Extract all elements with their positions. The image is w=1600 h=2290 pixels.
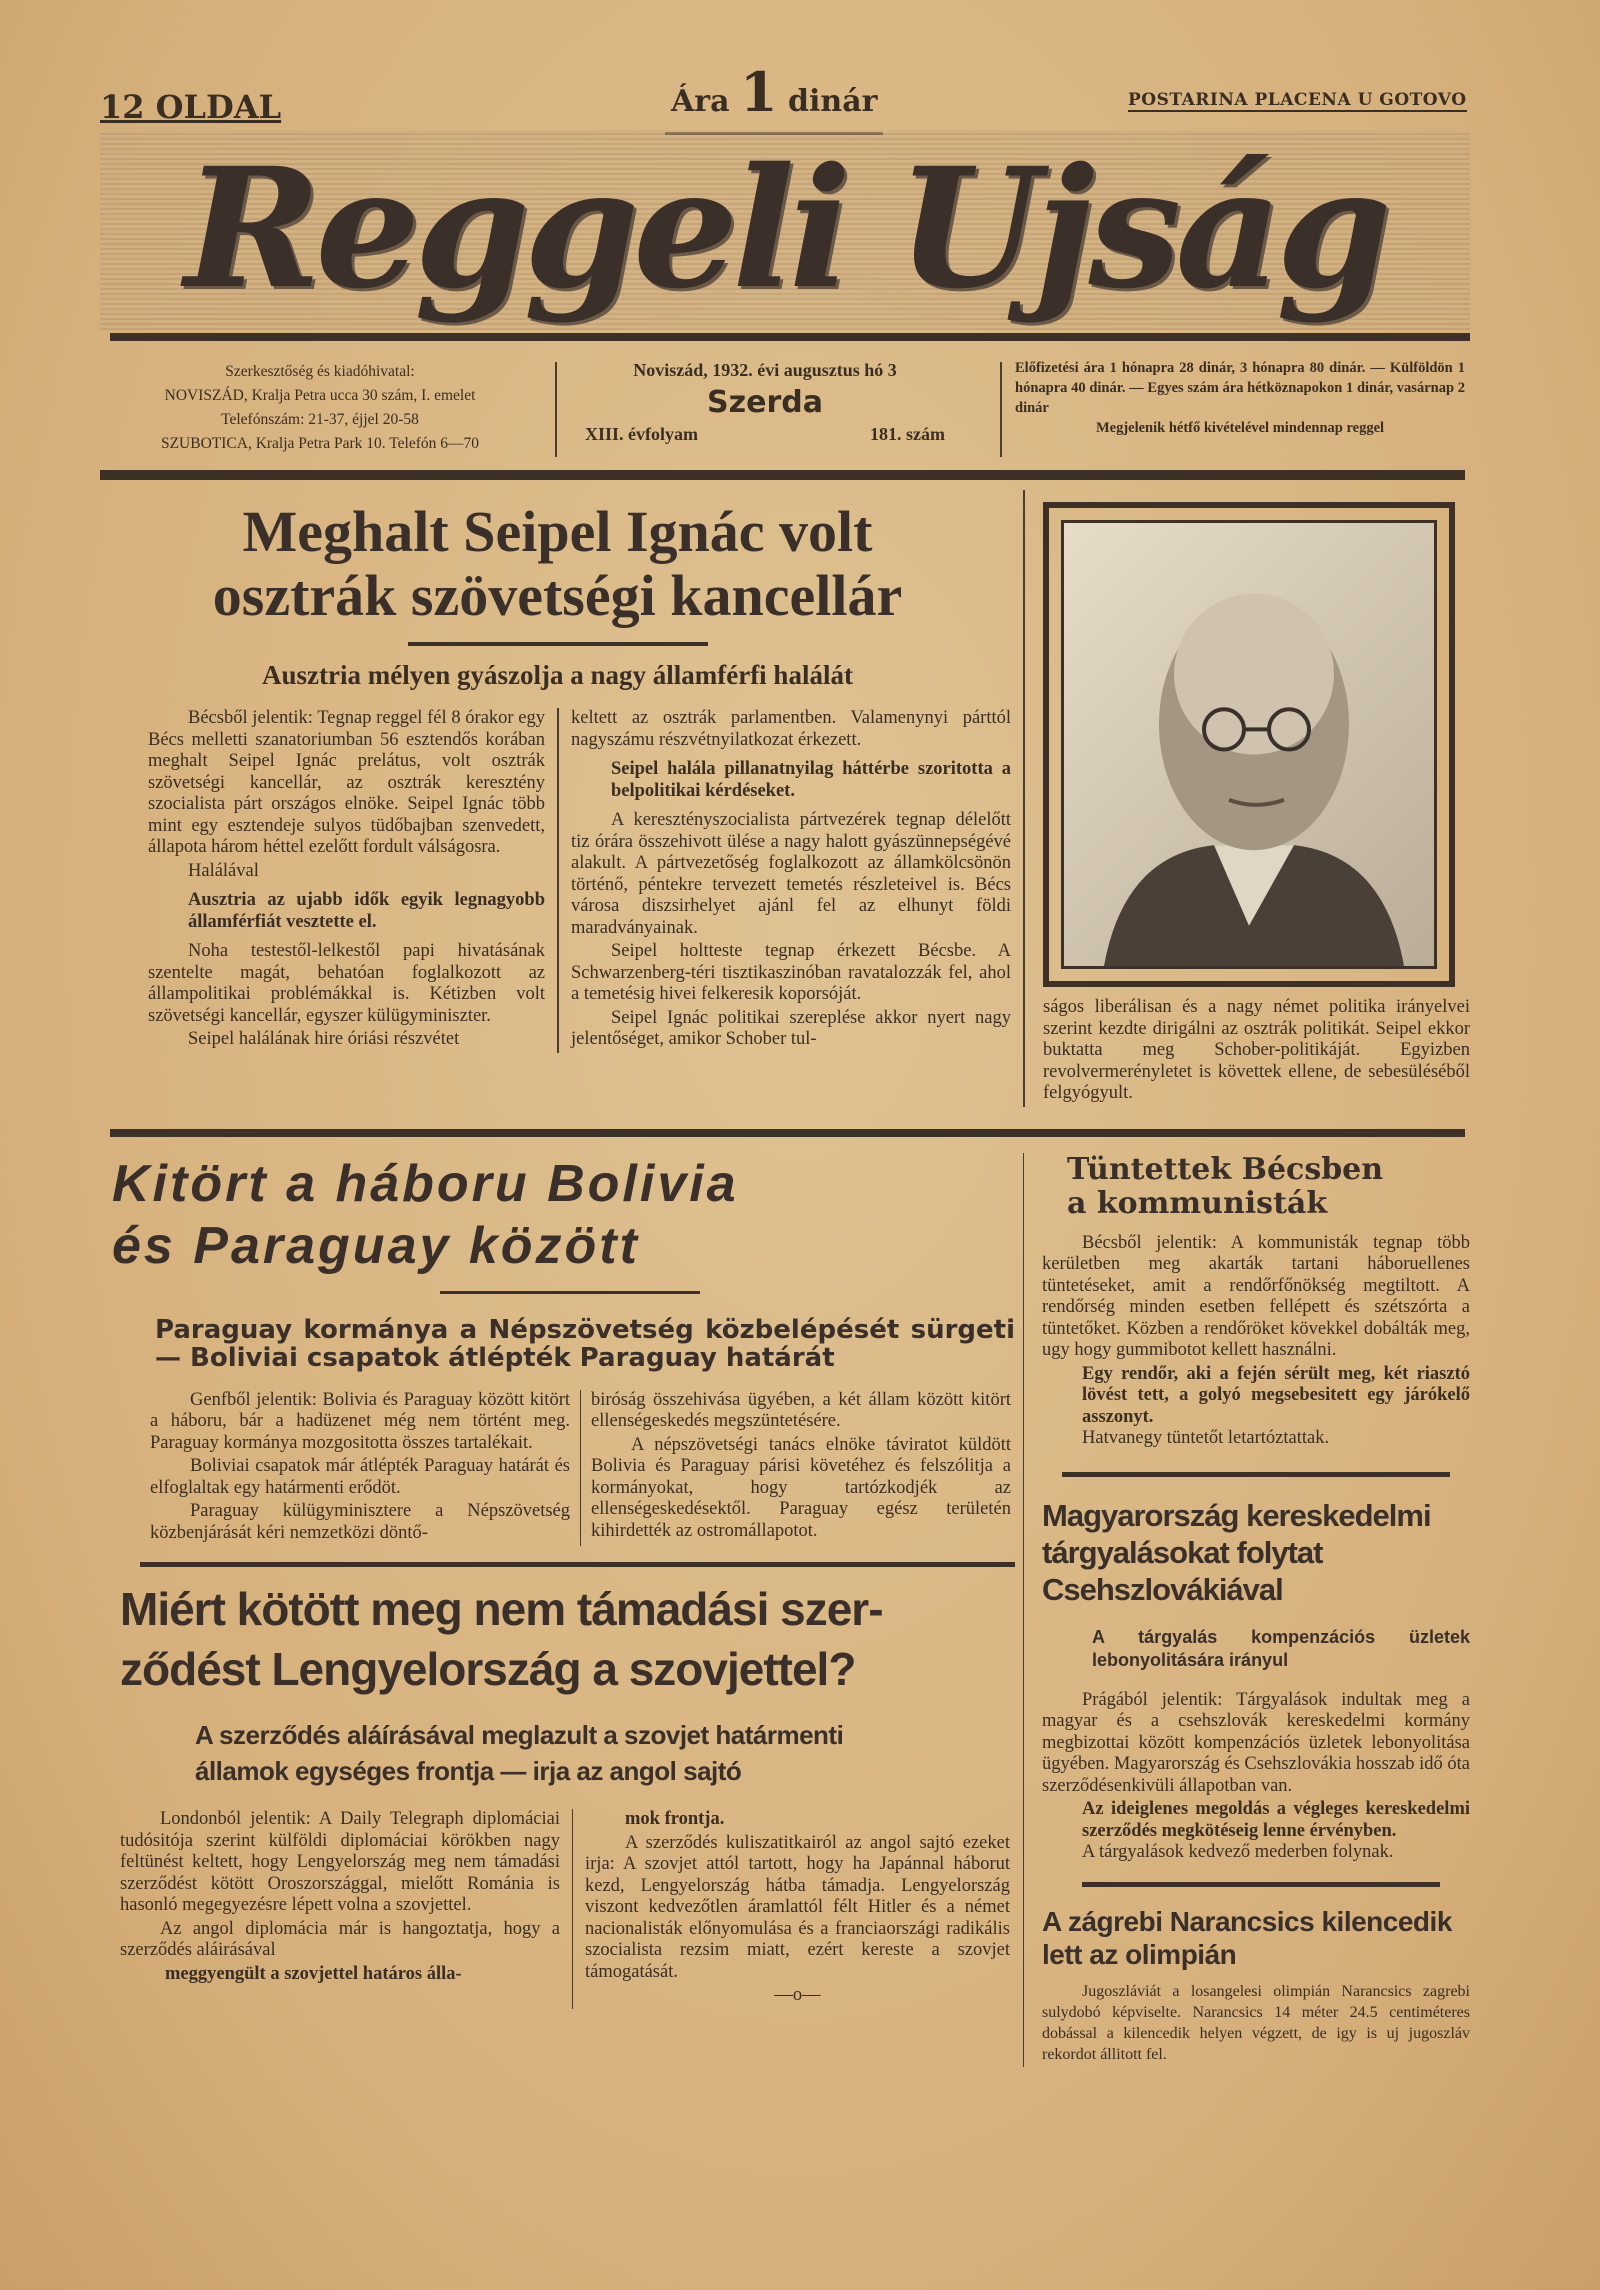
headline-line: és Paraguay között [112,1216,640,1275]
paragraph: mok frontja. [625,1809,725,1829]
bolivia-headline [100,1153,1015,1277]
paragraph: A tárgyalások kedvező mederben folynak. [1082,1842,1394,1862]
vienna-body [1042,1233,1470,1450]
olympics-body [1042,1981,1470,2065]
subscription-prices: Előfizetési ára 1 hónapra 28 dinár, 3 hónapra 80 dinár. — Külföldön 1 hónapra 40 dinár. — Egyes szám ára hétköznapokon 1 dinár, vasárnap 2 dinár [1015,360,1465,416]
paragraph: Boliviai csapatok már átlépték Paraguay határát és elfoglaltak egy határmenti erődöt. [150,1456,570,1498]
postage-note: POSTARINA PLACENA U GOTOVO [1128,90,1467,110]
price-unit: dinár [788,84,878,119]
headline-line: Tüntettek Bécsben [1067,1151,1384,1187]
price-number: 1 [739,60,778,124]
paragraph-bold: Ausztria az ujabb idők egyik legnagyobb államférfiát vesztette el. [188,890,545,932]
paragraph: meggyengült a szovjettel határos álla- [165,1963,462,1984]
paragraph: Seipel holtteste tegnap érkezett Bécsbe. A Schwarzenberg-téri tisztikaszinóban ravatalozzák fel, ahol a temetésig hivei felkeresik koporsóját. [571,941,1011,1004]
paragraph: A népszövetségi tanács elnöke táviratot küldött Bolivia és Paraguay párisi követéhez és felszólitja a kormányokat, hogy tartózkodjék az ellenségeskedésektől. Paraguay egész területén kihirdették az ostromállapotot. [591,1434,1011,1541]
headline-line: osztrák szövetségi kancellár [212,563,903,628]
seipel-portrait [1061,520,1437,969]
paragraph-bold: Az ideiglenes megoldás a végleges kereskedelmi szerződés megkötéseig lenne érvényben. [1082,1799,1470,1841]
bolivia-column-2 [591,1390,1011,1547]
subheadline-line: államok egységes frontja — irja az angol sajtó [195,1756,742,1786]
paragraph: Seipel halálának hire óriási részvétet [188,1029,460,1049]
seipel-column-3 [1043,997,1470,1105]
paragraph: Genfből jelentik: Bolivia és Paraguay között kitört a háboru, bár a hadüzenet még nem történt meg. Paraguay kormánya mozgositotta összes tartalékait. [150,1389,570,1453]
subscription-info [1015,358,1465,438]
headline-line: Kitört a háboru Bolivia [112,1154,739,1213]
headline-line: Miért kötött meg nem támadási szer- [120,1583,883,1635]
publisher-info [90,360,550,456]
page-number: 12 OLDAL [100,88,282,126]
seipel-article [100,490,1470,1107]
bolivia-subheadline: Paraguay kormánya a Népszövetség közbelépését sürgeti — Boliviai csapatok átlépték Paraguay határát [155,1314,1015,1373]
paragraph: biróság összehivása ügyében, a két állam között kitört ellenségeskedés megszüntetésére. [591,1389,1011,1431]
portrait-frame [1043,502,1455,987]
headline-line: a kommunisták [1067,1185,1328,1221]
seipel-column-2 [571,708,1011,1053]
paragraph: ságos liberálisan és a nagy német politika irányelvei szerint kezdte dirigálni az osztrák politikát. Seipel ekkor buktatta meg Schober-politikáját. Egyizben revolvermerényletet is követtek ellene, de sebesüléséből felgyógyult. [1043,997,1470,1103]
poland-subheadline [195,1717,1015,1789]
paragraph: Jugoszláviát a losangelesi olimpián Narancsics zagrebi sulydobó képviselte. Narancsics 14 méter 24.5 centiméteres dobással a kilencedik helyen végzett, de igy is uj jugoszláv rekordot állitott fel. [1042,1982,1470,2063]
seipel-column-1 [148,708,545,1053]
czech-headline: Magyarország kereskedelmi tárgyalásokat folytat Csehszlovákiával [1042,1497,1431,1607]
paragraph: Az angol diplomácia már is hangoztatja, hogy a szerződés aláirásával [120,1918,560,1960]
paragraph: A szerződés kuliszatitkairól az angol sajtó ezeket irja: A szovjet attól tartott, hogy ha Japánnal háborut kezd, Lengyelország hátba támadja. Lengyelország viszont kedvezőtlen áramlattól félt Hitler és a német nacionalisták előnyomulása és a franciaországi radikális szocialista rezsim miatt, ezért kereste a szovjet támogatását. [585,1832,1010,1982]
publication-schedule: Megjelenik hétfő kivételével mindennap reggel [1095,420,1385,436]
price [665,62,883,135]
paragraph: Halálával [188,860,259,881]
headline-line: Meghalt Seipel Ignác volt [242,499,873,564]
paragraph: Bécsből jelentik: A kommunisták tegnap több kerületben meg akarták tartani háboruellenes tüntetéseket, amit a rendőrfőnökség megtiltott. A rendőrség minden esetben fellépett és szétszórta a tüntetőket. Közben a rendőröket kövekkel dobálták meg, ugy hogy gummibotot kellett használni. [1042,1232,1470,1360]
olympics-headline: A zágrebi Narancsics kilencedik lett az olimpián [1042,1905,1452,1970]
paragraph: Paraguay külügyminisztere a Népszövetség közbenjárását kéri nemzetközi döntő- [150,1501,570,1543]
czech-body [1042,1690,1470,1864]
info-line: SZUBOTICA, Kralja Petra Park 10. Telefón 6—70 [160,435,480,452]
poland-headline [100,1579,1015,1699]
czech-subheadline: A tárgyalás kompenzációs üzletek lebonyolitására irányul [1092,1626,1470,1670]
bolivia-column-1 [150,1390,570,1547]
subheadline-line: A szerződés aláírásával meglazult a szovjet határmenti [195,1720,844,1750]
poland-column-1 [120,1809,560,2009]
masthead-title: Reggeli Ujság [184,131,1386,325]
seipel-headline [100,490,1015,628]
paragraph: Noha testestől-lelkestől papi hivatásának szentelte magát, behatóan foglalkozott az állampolitikai problémákkal is. Kétizben volt szövetségi kancellár, egyszer külügyminiszter. [148,941,545,1026]
paragraph: Prágából jelentik: Tárgyalások indultak meg a magyar és a csehszlovák kereskedelmi kormány megbizottai között kompenzációs üzletek lebonyolitása ügyében. Magyarország és Csehszlovákia hosszab idő óta szerződésenkivüli állapotban van. [1042,1689,1470,1796]
paragraph: Hatvanegy tüntetőt letartóztattak. [1082,1428,1330,1448]
issue-volume: XIII. évfolyam [585,424,698,444]
info-line: Szerkesztőség és kiadóhivatal: [225,363,415,380]
info-line: NOVISZÁD, Kralja Petra ucca 30 szám, I. emelet [164,387,476,404]
issue-number: 181. szám [870,424,945,444]
paragraph: Londonból jelentik: A Daily Telegraph diplomáciai tudósitója szerint külföldi diplomáciai körökben nagy feltünést keltett, hogy Lengyelország meg nem támadási szerződést kötött Oroszországgal, mielőtt Románia is hasonló megegyezésre lépett volna a szovjettel. [120,1809,560,1915]
info-line: Telefónszám: 21-37, éjjel 20-58 [221,411,419,428]
paragraph-bold: Egy rendőr, aki a fején sérült meg, két riasztó lövést tett, a golyó megsebesitett egy járókelő asszonyt. [1082,1363,1470,1427]
end-mark: —o— [774,1985,821,2005]
poland-column-2 [585,1809,1010,2009]
paragraph: Seipel Ignác politikai szereplése akkor nyert nagy jelentőséget, amikor Schober tul- [571,1007,1011,1049]
issue-date: Noviszád, 1932. évi augusztus hó 3 [633,360,897,380]
headline-line: ződést Lengyelország a szovjettel? [120,1643,856,1695]
seipel-subheadline: Ausztria mélyen gyászolja a nagy államférfi halálát [262,660,853,690]
paragraph: keltett az osztrák parlamentben. Valamenynyi párttól nagyszámu részvétnyilatkozat érkezett. [571,708,1011,750]
paragraph: Bécsből jelentik: Tegnap reggel fél 8 órakor egy Bécs melletti szanatoriumban 56 esztendős korában meghalt Seipel Ignác prelátus, volt osztrák szövetségi kancellár, az osztrák keresztény szocialista párt országos elnöke. Seipel Ignác több mint egy esztendeje sulyos tüdőbajban szenvedett, állapota három héttel ezelőtt fordult válságosra. [148,708,545,857]
paragraph: A keresztényszocialista pártvezérek tegnap délelőtt tiz órára összehivott ülése a nagy halott gyászünnepségévé alakult. A pártvezetőség foglalkozott az államkölcsönön történő, péntekre tervezett temetés részleteivel is. Bécs városa diszsirhelyet ajánl fel az elhunyt földi maradványainak. [571,810,1011,938]
paragraph-bold: Seipel halála pillanatnyilag háttérbe szoritotta a belpolitikai kérdéseket. [611,759,1011,801]
issue-info [575,360,955,445]
issue-day: Szerda [707,385,823,420]
price-prefix: Ára [671,84,730,119]
vienna-headline [1042,1153,1470,1221]
main-content [100,490,1470,2067]
